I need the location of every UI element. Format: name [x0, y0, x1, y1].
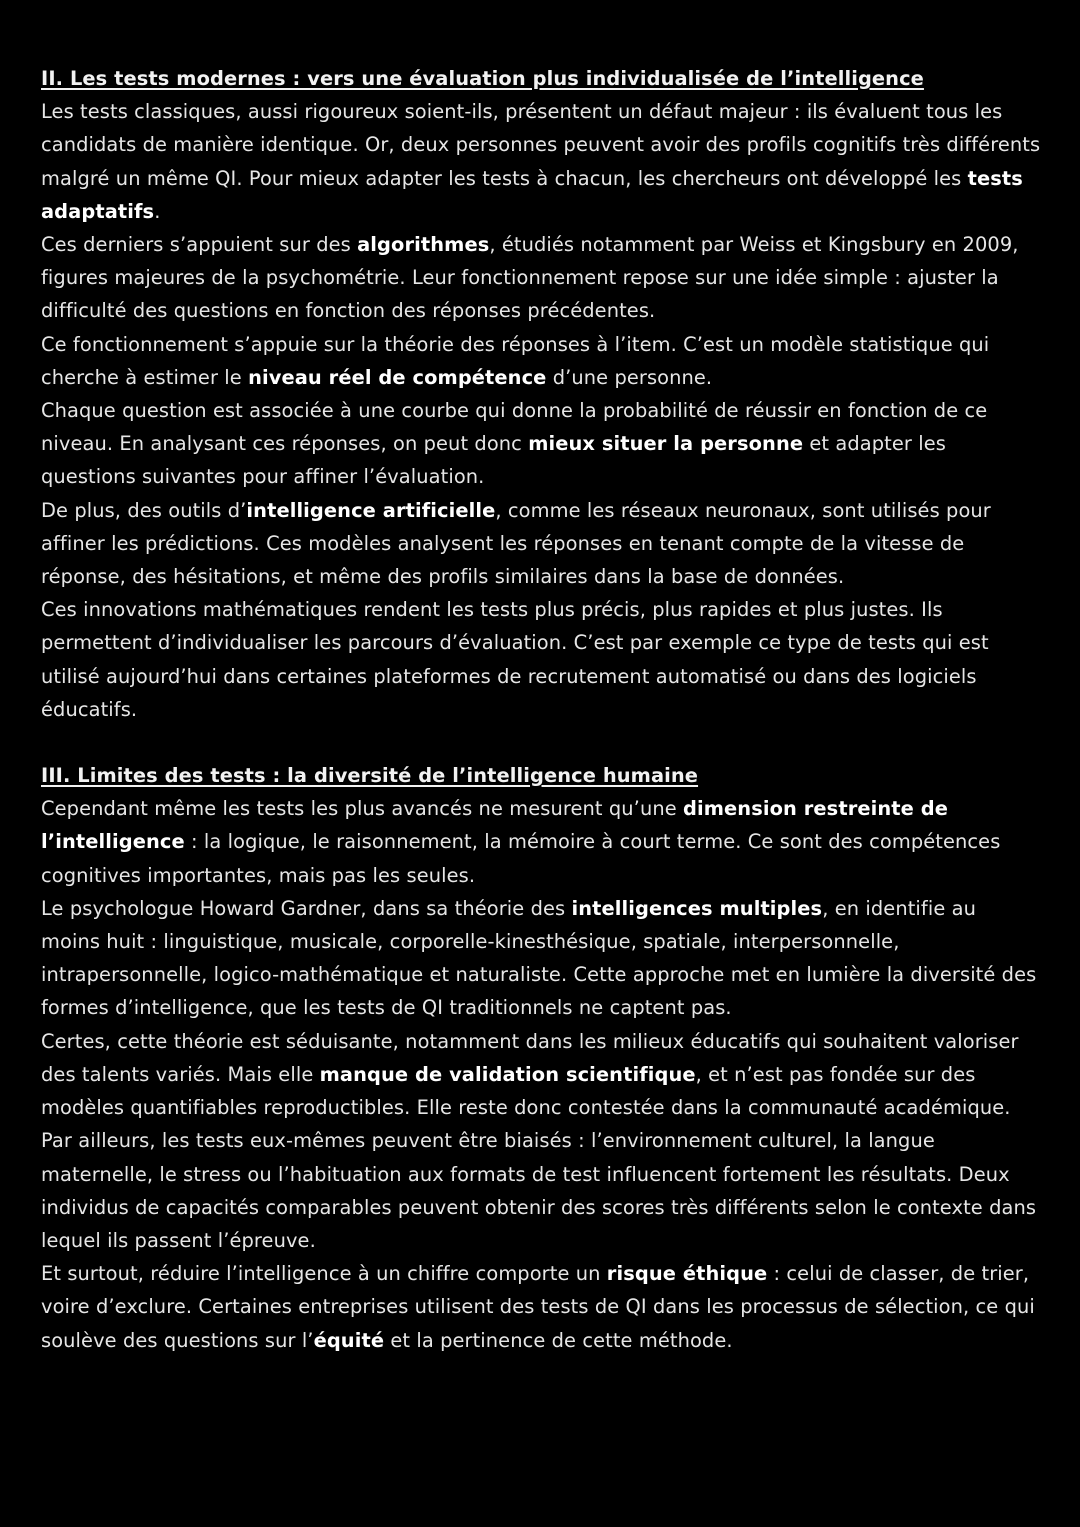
paragraph [41, 792, 1041, 892]
bold-text: risque éthique [606, 1262, 768, 1286]
text-run: , en identifie au moins huit : linguistique, musicale, corporelle-kinesthésique, spatiale, interpersonnelle, intrapersonnelle, logico-mathématique et naturaliste. Cette approche met en lumière la diversité des formes d’intelligence, que les tests de QI traditionnels ne captent pas. [41, 896, 1037, 1020]
text-run: Certes, cette théorie est séduisante, notamment dans les milieux éducatifs qui souhaitent valoriser des talents variés. Mais elle [41, 1029, 1019, 1086]
paragraph [41, 494, 1041, 594]
paragraph [41, 394, 1041, 494]
text-run: Cependant même les tests les plus avancés ne mesurent qu’une [41, 797, 684, 821]
paragraph [41, 593, 1041, 726]
bold-text: mieux situer la personne [528, 432, 804, 456]
text-run: : la logique, le raisonnement, la mémoire à court terme. Ce sont des compétences cognitives importantes, mais pas les seules. [41, 830, 1001, 887]
bold-text: dimension restreinte de l’intelligence [41, 797, 948, 854]
text-run: Les tests classiques, aussi rigoureux soient-ils, présentent un défaut majeur : ils évaluent tous les candidats de manière identique. Or, deux personnes peuvent avoir des profils cognitifs très différents malgré un même QI. Pour mieux adapter les tests à chacun, les chercheurs ont développé les [41, 100, 1041, 190]
text-run: , étudiés notamment par Weiss et Kingsbury en 2009, figures majeures de la psychométrie. Leur fonctionnement repose sur une idée simple : ajuster la difficulté des questions en fonction des réponses précédentes. [41, 233, 1019, 323]
text-run: De plus, des outils d’ [41, 498, 247, 522]
text-run: et la pertinence de cette méthode. [384, 1328, 733, 1352]
bold-text: équité [313, 1328, 385, 1352]
paragraph [41, 328, 1041, 394]
bold-text: tests adaptatifs [41, 166, 1023, 223]
text-run: Le psychologue Howard Gardner, dans sa théorie des [41, 896, 572, 920]
bold-text: intelligences multiples [571, 896, 823, 920]
text-run: Ce fonctionnement s’appuie sur la théorie des réponses à l’item. C’est un modèle statistique qui cherche à estimer le [41, 332, 990, 389]
text-run: Ces innovations mathématiques rendent les tests plus précis, plus rapides et plus justes. Ils permettent d’individualiser les parcours d’évaluation. C’est par exemple ce type de tests qui est utilisé aujourd’hui dans certaines plateformes de recrutement automatisé ou dans des logiciels éducatifs. [41, 598, 989, 721]
text-run: et adapter les questions suivantes pour affiner l’évaluation. [41, 432, 946, 489]
paragraph-list [41, 792, 1041, 1356]
section-title: II. Les tests modernes : vers une évaluation plus individualisée de l’intelligence [41, 67, 924, 90]
bold-text: manque de validation scientifique [319, 1062, 696, 1086]
bold-text: algorithmes [357, 233, 490, 257]
text-run: Ces derniers s’appuient sur des [41, 233, 358, 257]
section-test-limits [41, 759, 1041, 1357]
document-body [41, 62, 1041, 1357]
bold-text: intelligence artificielle [246, 498, 496, 522]
paragraph [41, 892, 1041, 1025]
text-run: , comme les réseaux neuronaux, sont utilisés pour affiner les prédictions. Ces modèles analysent les réponses en tenant compte de la vitesse de réponse, des hésitations, et même des profils similaires dans la base de données. [41, 498, 991, 589]
text-run: : celui de classer, de trier, voire d’exclure. Certaines entreprises utilisent des tests de QI dans les processus de sélection, ce qui soulève des questions sur l’ [41, 1262, 1035, 1352]
bold-text: niveau réel de compétence [248, 365, 547, 389]
paragraph [41, 1257, 1041, 1357]
text-run: Et surtout, réduire l’intelligence à un chiffre comporte un [41, 1262, 607, 1286]
text-run: d’une personne. [546, 365, 713, 389]
text-run: , et n’est pas fondée sur des modèles quantifiables reproductibles. Elle reste donc contestée dans la communauté académique. [41, 1062, 1011, 1120]
text-run: Par ailleurs, les tests eux-mêmes peuvent être biaisés : l’environnement culturel, la langue maternelle, le stress ou l’habituation aux formats de test influencent fortement les résultats. Deux individus de capacités comparables peuvent obtenir des scores très différents selon le contexte dans lequel ils passent l’épreuve. [41, 1129, 1037, 1252]
text-run: . [154, 199, 161, 223]
section-modern-tests [41, 62, 1041, 726]
paragraph [41, 1025, 1041, 1125]
paragraph-list [41, 95, 1041, 726]
paragraph [41, 95, 1041, 228]
paragraph [41, 1124, 1041, 1257]
paragraph [41, 228, 1041, 328]
section-title: III. Limites des tests : la diversité de l’intelligence humaine [41, 764, 699, 788]
text-run: Chaque question est associée à une courbe qui donne la probabilité de réussir en fonction de ce niveau. En analysant ces réponses, on peut donc [41, 399, 988, 456]
